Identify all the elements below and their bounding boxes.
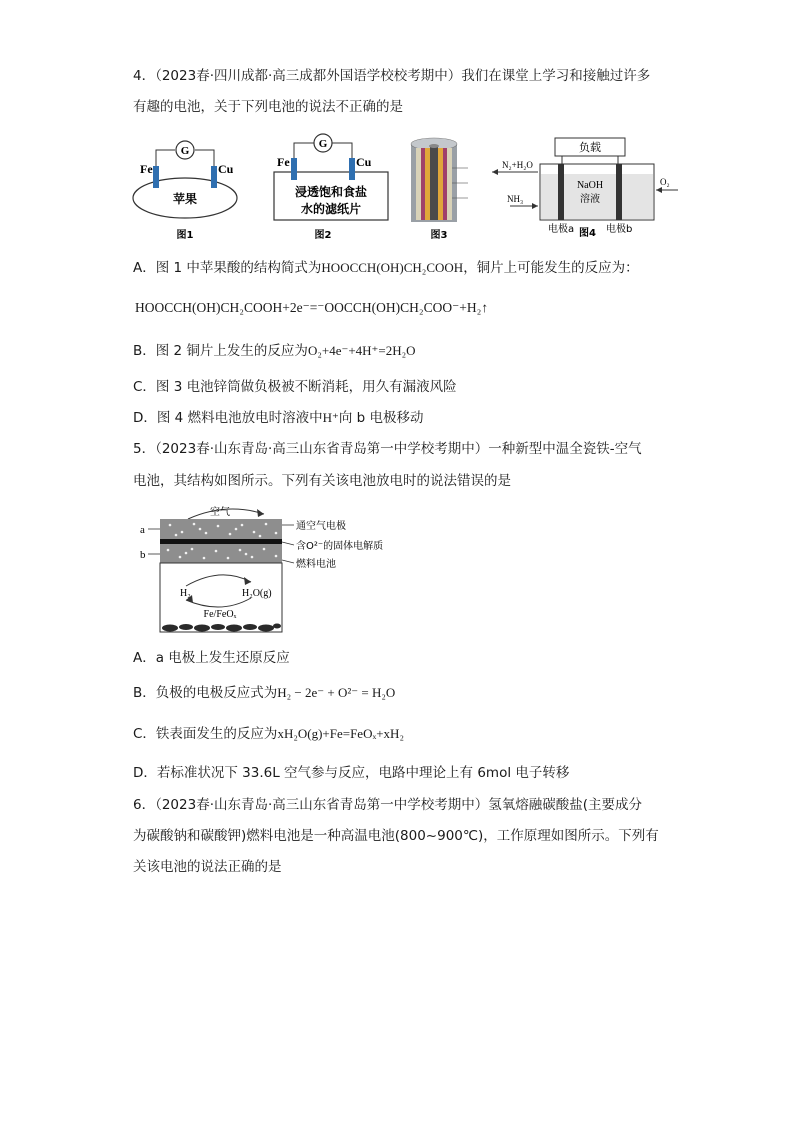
q5-h2-label: H₂ <box>180 588 191 599</box>
q4-option-d-suffix: 向 b 电极移动 <box>338 410 424 426</box>
figure-2-body-line2: 水的滤纸片 <box>300 202 362 216</box>
q5-layer-fuel-cell: 燃料电池 <box>296 559 336 570</box>
q6-stem-line3: 关该电池的说法正确的是 <box>133 859 282 875</box>
q5-h2o-label: H₂O(g) <box>242 588 272 599</box>
q5-option-c <box>133 724 404 744</box>
q4-option-a-suffix: ，铜片上可能发生的反应为： <box>463 260 639 276</box>
q6-stem-line1: 6．（2023春·山东青岛·高三山东省青岛第一中学校考期中）氢氧熔融碳酸盐(主要成分 <box>133 797 643 813</box>
figure-4-o2-label: O₂ <box>660 177 670 187</box>
figure-2-body-line1: 浸透饱和食盐 <box>294 185 368 199</box>
figure-4-electrode-a-label: 电极a <box>548 224 575 235</box>
figure-4-electrode-b-label: 电极b <box>606 224 633 235</box>
q5-option-a: A．a 电极上发生还原反应 <box>133 650 290 666</box>
q5-label-a: a <box>140 524 145 536</box>
q5-air-label: 空气 <box>210 507 230 518</box>
figure-1-cu-label: Cu <box>218 162 234 176</box>
figure-4-load-label: 负载 <box>579 141 601 154</box>
q4-option-b-prefix: B．图 2 铜片上发生的反应为 <box>133 343 308 359</box>
figure-3-dry-cell <box>411 138 468 241</box>
figure-1-apple-label: 苹果 <box>172 192 198 206</box>
figure-2-salt-paper-cell <box>274 134 388 241</box>
q4-option-a-equation: HOOCCH(OH)CH₂COOH+2e⁻=⁻OOCCH(OH)CH₂COO⁻+H₂↑ <box>135 300 489 315</box>
q4-option-d-ion: H⁺ <box>322 410 339 425</box>
q4-option-d-prefix: D．图 4 燃料电池放电时溶液中 <box>133 410 323 426</box>
figure-4-naoh-label: NaOH <box>576 180 604 191</box>
q5-option-c-prefix: C．铁表面发生的反应为 <box>133 726 278 742</box>
q4-option-b <box>133 341 416 361</box>
figure-2-cu-label: Cu <box>356 155 372 169</box>
figure-1-meter-label: G <box>180 145 190 157</box>
q5-figure-iron-air-cell <box>136 500 416 640</box>
q4-option-a-prefix: A．图 1 中苹果酸的结构简式为 <box>133 260 322 276</box>
q5-stem-line2: 电池，其结构如图所示。下列有关该电池放电时的说法错误的是 <box>133 473 511 489</box>
figure-4-caption: 图4 <box>579 228 596 239</box>
figure-3-caption: 图3 <box>430 230 448 241</box>
q5-label-b: b <box>140 549 146 561</box>
q4-option-a <box>133 258 639 278</box>
figure-4-outflow-label: N₂+H₂O <box>502 160 533 170</box>
q5-stem-line1: 5．（2023春·山东青岛·高三山东省青岛第一中学校考期中）一种新型中温全瓷铁-空气 <box>133 441 642 457</box>
figure-2-fe-label: Fe <box>277 155 290 169</box>
figure-2-caption: 图2 <box>314 230 332 241</box>
q5-layer-air-electrode: 通空气电极 <box>296 521 346 532</box>
q4-option-b-equation: O₂+4e⁻+4H⁺=2H₂O <box>307 343 416 358</box>
q4-figures <box>130 128 690 243</box>
figure-1-apple-cell <box>133 141 237 241</box>
q4-stem-line1: 4．（2023春·四川成都·高三成都外国语学校校考期中）我们在课堂上学习和接触过许多 <box>133 68 651 84</box>
figure-2-meter-label: G <box>318 138 328 150</box>
figure-1-fe-label: Fe <box>140 162 153 176</box>
q5-option-b-equation: H₂ − 2e⁻ + O²⁻ = H₂O <box>277 685 396 700</box>
q4-option-c: C．图 3 电池锌筒做负极被不断消耗，用久有漏液风险 <box>133 379 457 395</box>
q5-layer-electrolyte: 含O²⁻的固体电解质 <box>296 541 384 552</box>
q4-option-a-formula: HOOCCH(OH)CH₂COOH <box>321 260 464 275</box>
q5-option-d: D．若标准状况下 33.6L 空气参与反应，电路中理论上有 6mol 电子转移 <box>133 765 570 781</box>
q4-stem-line2: 有趣的电池，关于下列电池的说法不正确的是 <box>133 99 403 115</box>
figure-4-solution-label: 溶液 <box>580 194 600 205</box>
q6-stem-line2: 为碳酸钠和碳酸钾)燃料电池是一种高温电池(800~900℃)，工作原理如图所示。下列有 <box>133 828 659 844</box>
q5-fe-label: Fe/FeOₓ <box>203 609 237 620</box>
figure-1-caption: 图1 <box>176 230 194 241</box>
q4-option-d <box>133 408 423 428</box>
figure-4-nh3-label: NH₃ <box>507 194 524 204</box>
q5-option-b-prefix: B．负极的电极反应式为 <box>133 685 278 701</box>
figure-4-fuel-cell <box>492 138 678 239</box>
q5-option-c-equation: xH₂O(g)+Fe=FeOₓ+xH₂ <box>277 726 404 741</box>
q5-option-b <box>133 683 395 703</box>
